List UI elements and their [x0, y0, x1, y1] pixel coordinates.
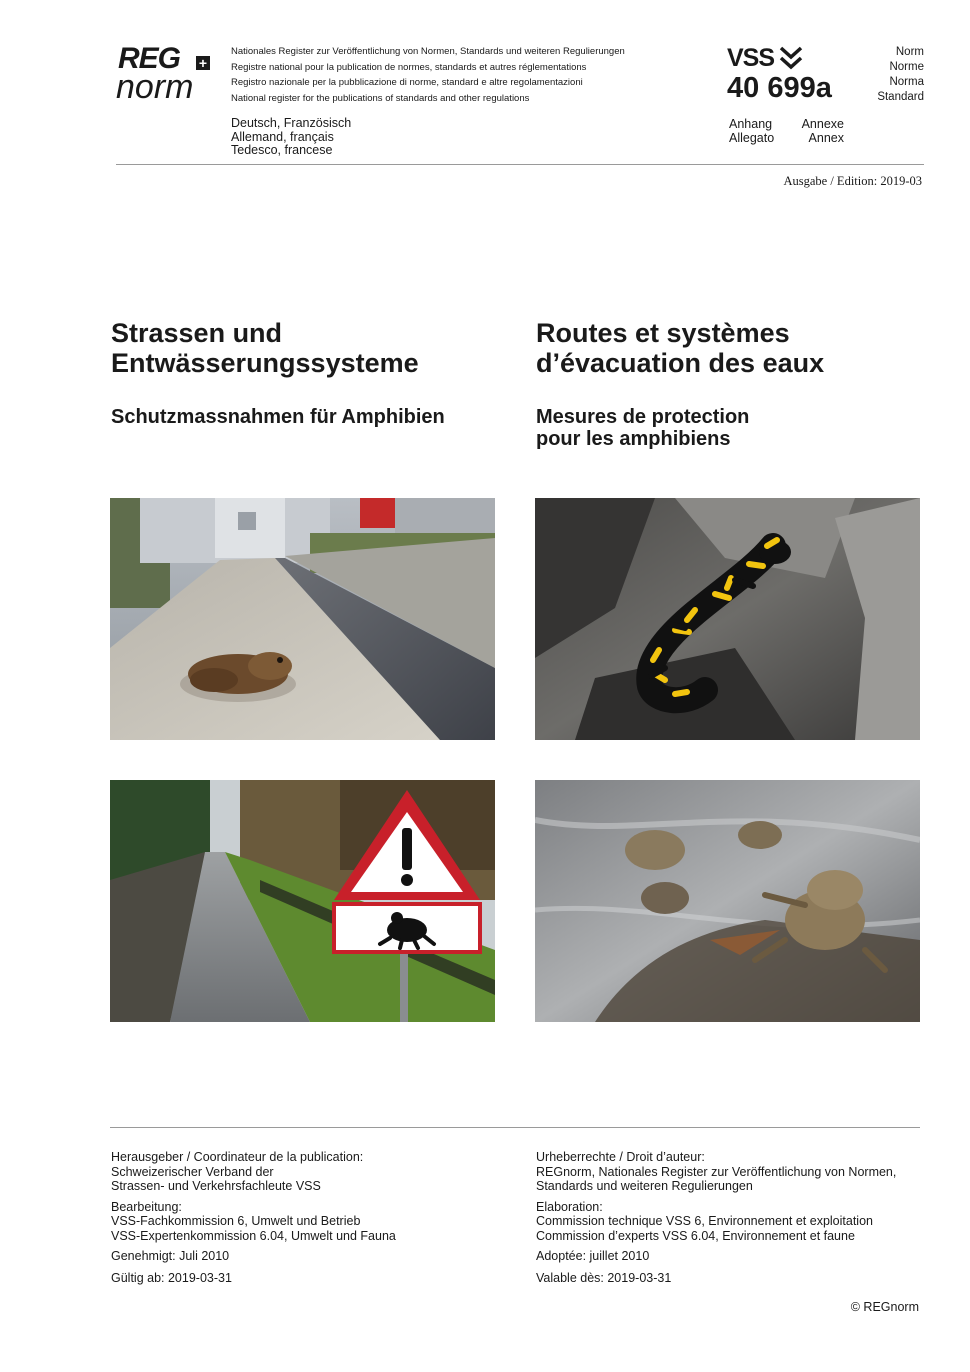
annex-label-de: Anhang	[729, 117, 773, 131]
language-de: Deutsch, Französisch	[231, 116, 352, 130]
editing-label-fr: Elaboration:	[536, 1199, 603, 1214]
norm-labels	[877, 45, 924, 105]
valid-from-fr: Valable dès: 2019-03-31	[536, 1270, 672, 1285]
subtitle-de	[111, 406, 531, 428]
language-it: Tedesco, francese	[231, 143, 333, 157]
logo-norm-text: norm	[116, 68, 194, 106]
title-fr	[536, 318, 956, 378]
vss-label: VSS	[727, 44, 775, 72]
norm-label-it: Norma	[889, 76, 924, 88]
subtitle-fr-line1: Mesures de protection	[536, 406, 750, 428]
photo-toad-warning-sign	[110, 780, 495, 1022]
annex-label-en: Annex	[808, 131, 844, 145]
swiss-cross-icon: +	[196, 56, 210, 70]
register-fr: Registre national pour la publication de normes, standards et autres réglementations	[231, 61, 587, 73]
editing-de-line1: VSS-Fachkommission 6, Umwelt und Betrieb	[111, 1214, 361, 1228]
title-fr-line1: Routes et systèmes	[536, 318, 790, 348]
register-it: Registro nazionale per la pubblicazione di norme, standard e altre regolamentazioni	[231, 77, 583, 88]
norm-label-fr: Norme	[889, 61, 924, 73]
vss-logo	[727, 44, 857, 72]
register-de: Nationales Register zur Veröffentlichung von Normen, Standards und weiteren Regulierungen	[231, 46, 625, 57]
annex-label-it: Allegato	[729, 131, 775, 145]
footer-publisher-column	[111, 1150, 521, 1285]
subtitle-de-line1: Schutzmassnahmen für Amphibien	[111, 406, 445, 428]
regnorm-logo	[116, 44, 216, 104]
approved-de: Genehmigt: Juli 2010	[111, 1249, 230, 1263]
valid-from-de: Gültig ab: 2019-03-31	[111, 1270, 232, 1285]
subtitle-fr-line2: pour les amphibiens	[536, 428, 731, 450]
norm-label-en: Standard	[877, 91, 924, 103]
editing-label-de: Bearbeitung:	[111, 1199, 182, 1214]
copyright-label: Urheberrechte / Droit d’auteur:	[536, 1150, 705, 1164]
title-fr-line2: d’évacuation des eaux	[536, 348, 825, 378]
copyright-notice: © REGnorm	[850, 1300, 919, 1314]
register-descriptions	[231, 44, 681, 106]
approved-fr: Adoptée: juillet 2010	[536, 1249, 650, 1263]
footer-copyright-column	[536, 1150, 946, 1285]
register-en: National register for the publications of standards and other regulations	[231, 92, 530, 104]
annex-label-fr: Annexe	[801, 117, 844, 131]
editing-fr-line1: Commission technique VSS 6, Environnement et exploitation	[536, 1214, 873, 1228]
vss-arrows-icon	[777, 45, 805, 71]
subtitle-fr	[536, 406, 956, 450]
copyright-line1: REGnorm, Nationales Register zur Veröffentlichung von Normen,	[536, 1164, 897, 1179]
photo-fire-salamander	[535, 498, 920, 740]
language-fr: Allemand, français	[231, 129, 334, 144]
logo-reg-text: REG	[118, 42, 181, 75]
publisher-line1: Schweizerischer Verband der	[111, 1164, 274, 1179]
photo-toads-on-sheet	[535, 780, 920, 1022]
annex-fr	[800, 117, 844, 145]
document-languages	[231, 117, 351, 158]
editing-fr-line2: Commission d’experts VSS 6.04, Environnement et faune	[536, 1228, 855, 1243]
publisher-line2: Strassen- und Verkehrsfachleute VSS	[111, 1179, 321, 1193]
photo-frog-on-curb	[110, 498, 495, 740]
standard-number: 40 699a	[727, 72, 832, 104]
vss-block	[727, 44, 857, 104]
edition-label: Ausgabe / Edition: 2019-03	[783, 174, 922, 188]
annex-de	[729, 117, 774, 145]
title-de-line1: Strassen und	[111, 318, 283, 348]
title-de-line2: Entwässerungssysteme	[111, 348, 419, 378]
title-de	[111, 318, 531, 378]
header-divider	[116, 164, 924, 165]
norm-label-de: Norm	[895, 46, 924, 58]
publisher-label: Herausgeber / Coordinateur de la publication:	[111, 1150, 364, 1164]
footer-divider	[110, 1127, 920, 1128]
copyright-line2: Standards und weiteren Regulierungen	[536, 1179, 753, 1193]
editing-de-line2: VSS-Expertenkommission 6.04, Umwelt und Fauna	[111, 1228, 396, 1243]
